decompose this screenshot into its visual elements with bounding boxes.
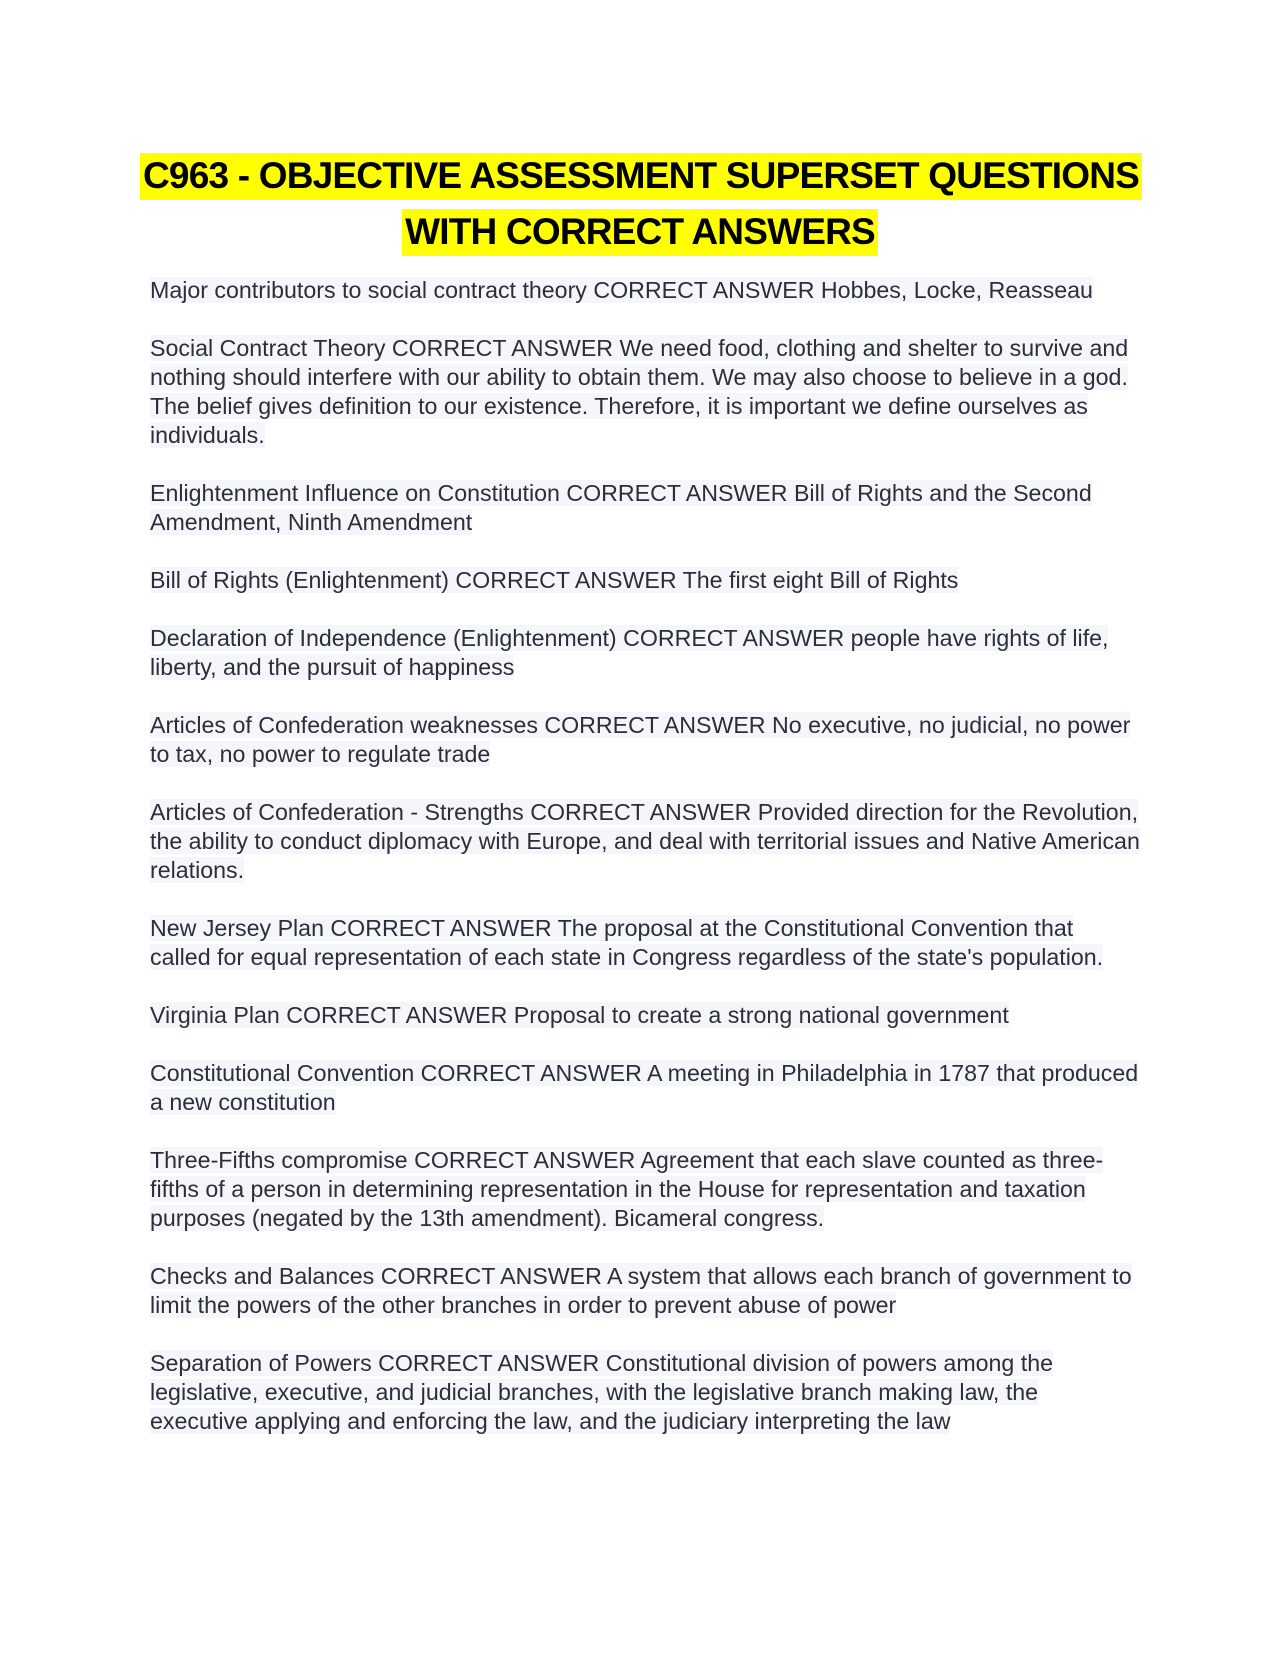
qa-entry [150, 276, 1140, 305]
qa-entry [150, 914, 1140, 972]
qa-entry [150, 1146, 1140, 1233]
qa-entry [150, 624, 1140, 682]
qa-entry-text: Three-Fifths compromise CORRECT ANSWER Agreement that each slave counted as three-fifths of a person in determining representation in the House for representation and taxation purposes (negated by the 13th amendment). Bicameral congress. [150, 1147, 1104, 1231]
qa-entry [150, 1001, 1140, 1030]
qa-entry [150, 798, 1140, 885]
document-title [140, 148, 1140, 260]
qa-entry [150, 711, 1140, 769]
qa-entry-text: New Jersey Plan CORRECT ANSWER The proposal at the Constitutional Convention that called for equal representation of each state in Congress regardless of the state's population. [150, 915, 1104, 970]
qa-entry-text: Separation of Powers CORRECT ANSWER Constitutional division of powers among the legislative, executive, and judicial branches, with the legislative branch making law, the executive applying and enforcing the law, and the judiciary interpreting the law [150, 1350, 1053, 1434]
qa-entry [150, 566, 1140, 595]
qa-entry-text: Constitutional Convention CORRECT ANSWER A meeting in Philadelphia in 1787 that produced a new constitution [150, 1060, 1139, 1115]
qa-list [150, 276, 1140, 1465]
qa-entry [150, 1059, 1140, 1117]
qa-entry-text: Social Contract Theory CORRECT ANSWER We need food, clothing and shelter to survive and nothing should interfere with our ability to obtain them. We may also choose to believe in a god. The belief gives definition to our existence. Therefore, it is important we define ourselves as individuals. [150, 335, 1129, 448]
qa-entry [150, 334, 1140, 450]
qa-entry-text: Major contributors to social contract theory CORRECT ANSWER Hobbes, Locke, Reasseau [150, 277, 1093, 303]
qa-entry [150, 479, 1140, 537]
qa-entry-text: Enlightenment Influence on Constitution CORRECT ANSWER Bill of Rights and the Second Amendment, Ninth Amendment [150, 480, 1092, 535]
qa-entry-text: Checks and Balances CORRECT ANSWER A system that allows each branch of government to limit the powers of the other branches in order to prevent abuse of power [150, 1263, 1132, 1318]
qa-entry-text: Virginia Plan CORRECT ANSWER Proposal to create a strong national government [150, 1002, 1009, 1028]
qa-entry [150, 1262, 1140, 1320]
qa-entry-text: Articles of Confederation weaknesses CORRECT ANSWER No executive, no judicial, no power to tax, no power to regulate trade [150, 712, 1131, 767]
qa-entry [150, 1349, 1140, 1436]
qa-entry-text: Articles of Confederation - Strengths CORRECT ANSWER Provided direction for the Revolution, the ability to conduct diplomacy with Europe, and deal with territorial issues and Native American relations. [150, 799, 1140, 883]
qa-entry-text: Declaration of Independence (Enlightenment) CORRECT ANSWER people have rights of life, liberty, and the pursuit of happiness [150, 625, 1109, 680]
title-highlight: C963 - OBJECTIVE ASSESSMENT SUPERSET QUESTIONS WITH CORRECT ANSWERS [140, 153, 1142, 256]
qa-entry-text: Bill of Rights (Enlightenment) CORRECT ANSWER The first eight Bill of Rights [150, 567, 959, 593]
